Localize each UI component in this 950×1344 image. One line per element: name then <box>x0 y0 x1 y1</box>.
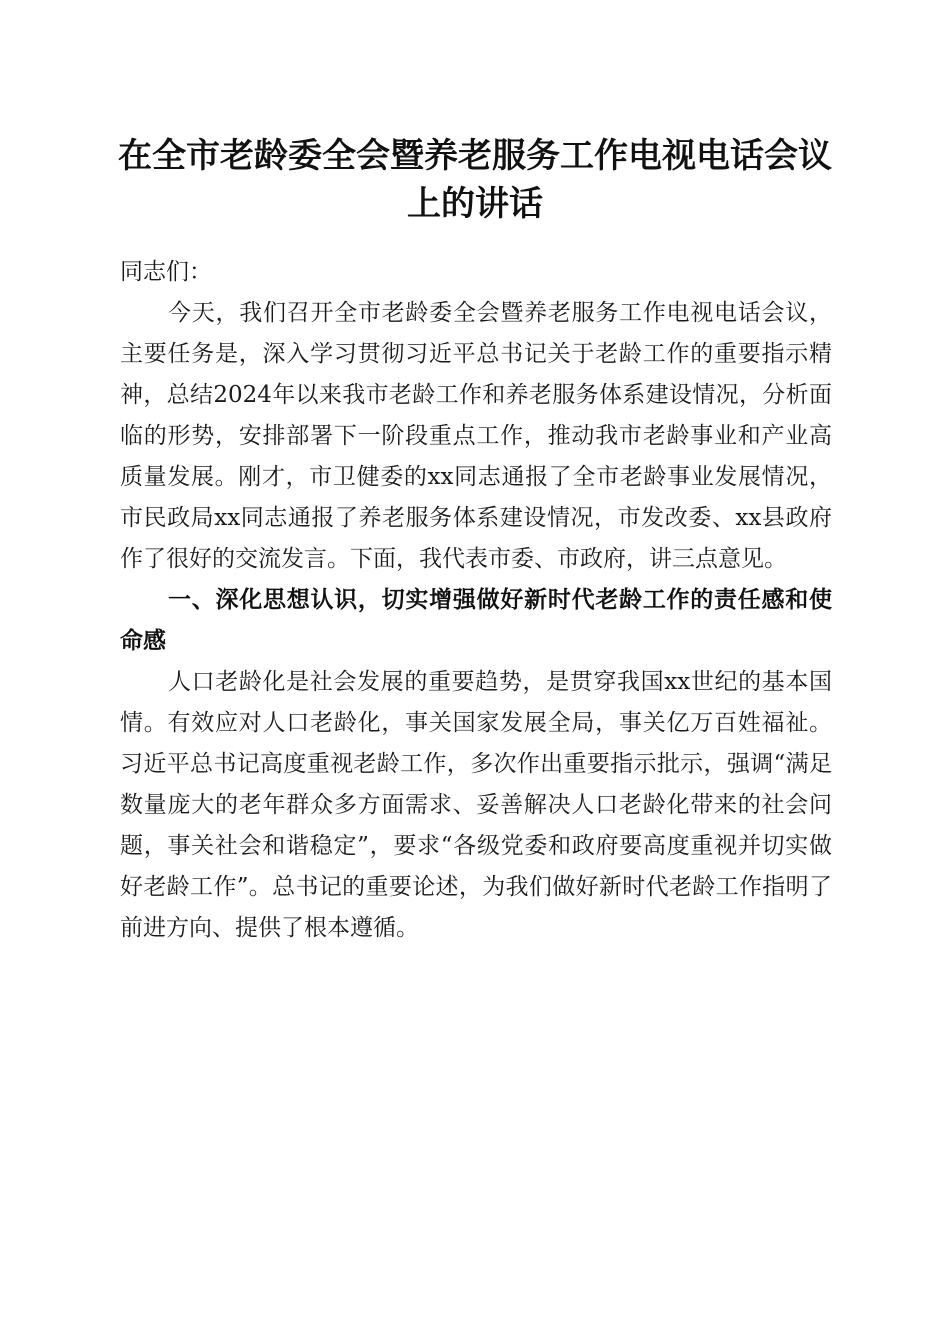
salutation: 同志们： <box>120 259 212 285</box>
document-title: 在全市老龄委全会暨养老服务工作电视电话会议上的讲话 <box>118 136 832 224</box>
document-body <box>120 252 832 949</box>
section-heading-1: 一、深化思想认识，切实增强做好新时代老龄工作的责任感和使命感 <box>120 587 832 654</box>
section-1-paragraph: 人口老龄化是社会发展的重要趋势，是贯穿我国xx世纪的基本国情。有效应对人口老龄化，事关国家发展全局，事关亿万百姓福祉。习近平总书记高度重视老龄工作，多次作出重要指示批示，强调“满足数量庞大的老年群众多方面需求、妥善解决人口老龄化带来的社会问题，事关社会和谐稳定”，要求“各级党委和政府要高度重视并切实做好老龄工作”。总书记的重要论述，为我们做好新时代老龄工作指明了前进方向、提供了根本遵循。 <box>120 669 832 941</box>
intro-paragraph: 今天，我们召开全市老龄委全会暨养老服务工作电视电话会议，主要任务是，深入学习贯彻习近平总书记关于老龄工作的重要指示精神，总结2024年以来我市老龄工作和养老服务体系建设情况，分析面临的形势，安排部署下一阶段重点工作，推动我市老龄事业和产业高质量发展。刚才，市卫健委的xx同志通报了全市老龄事业发展情况，市民政局xx同志通报了养老服务体系建设情况，市发改委、xx县政府作了很好的交流发言。下面，我代表市委、市政府，讲三点意见。 <box>120 300 832 572</box>
